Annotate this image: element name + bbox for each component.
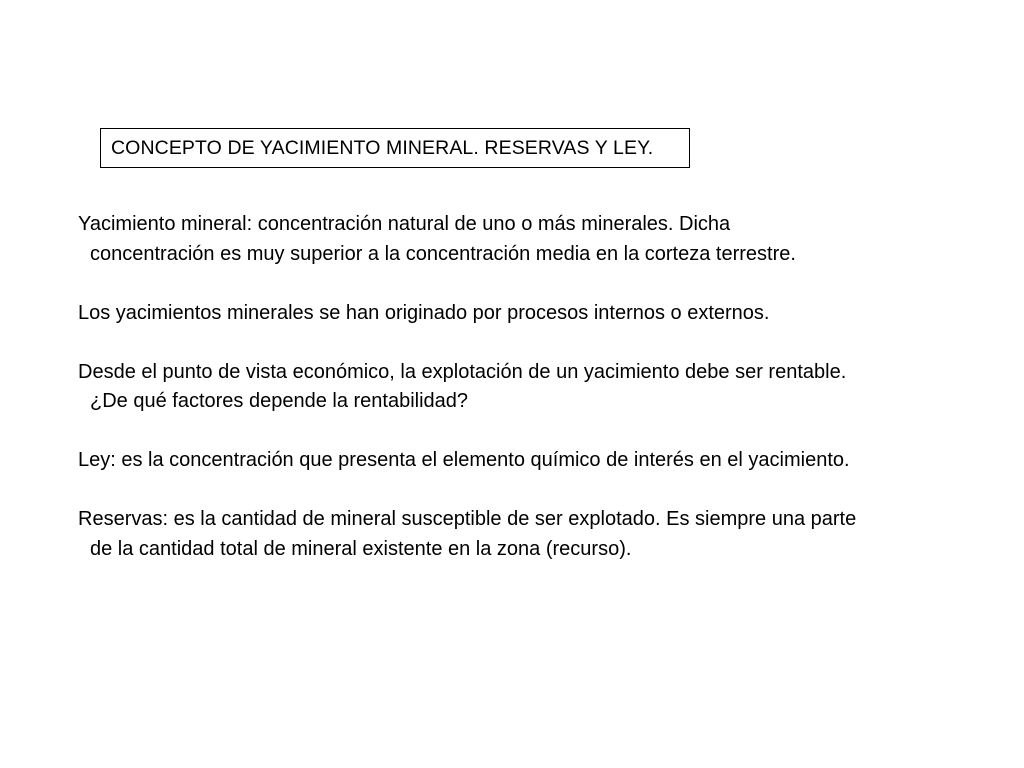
paragraph-ley	[78, 446, 998, 476]
paragraph-line: Desde el punto de vista económico, la explotación de un yacimiento debe ser rentable.	[78, 360, 847, 383]
paragraph-yacimiento-mineral	[78, 210, 998, 269]
paragraph-line: Ley: es la concentración que presenta el elemento químico de interés en el yacimiento.	[78, 449, 850, 471]
paragraph-line: concentración es muy superior a la concentración media en la corteza terrestre.	[90, 242, 796, 265]
slide-title	[100, 128, 690, 168]
slide-title-text: CONCEPTO DE YACIMIENTO MINERAL. RESERVAS Y LEY.	[111, 136, 654, 159]
paragraph-line: ¿De qué factores depende la rentabilidad?	[90, 390, 469, 412]
paragraph-line: Los yacimientos minerales se han originado por procesos internos o externos.	[78, 301, 770, 324]
paragraph-origen	[78, 299, 998, 329]
paragraph-line: de la cantidad total de mineral existente en la zona (recurso).	[90, 537, 632, 560]
paragraph-line: Reservas: es la cantidad de mineral susceptible de ser explotado. Es siempre una parte	[78, 508, 857, 530]
paragraph-line: Yacimiento mineral: concentración natural de uno o más minerales. Dicha	[78, 213, 731, 235]
paragraph-rentabilidad	[78, 358, 998, 417]
paragraph-reservas	[78, 505, 998, 564]
slide-body	[78, 210, 998, 564]
